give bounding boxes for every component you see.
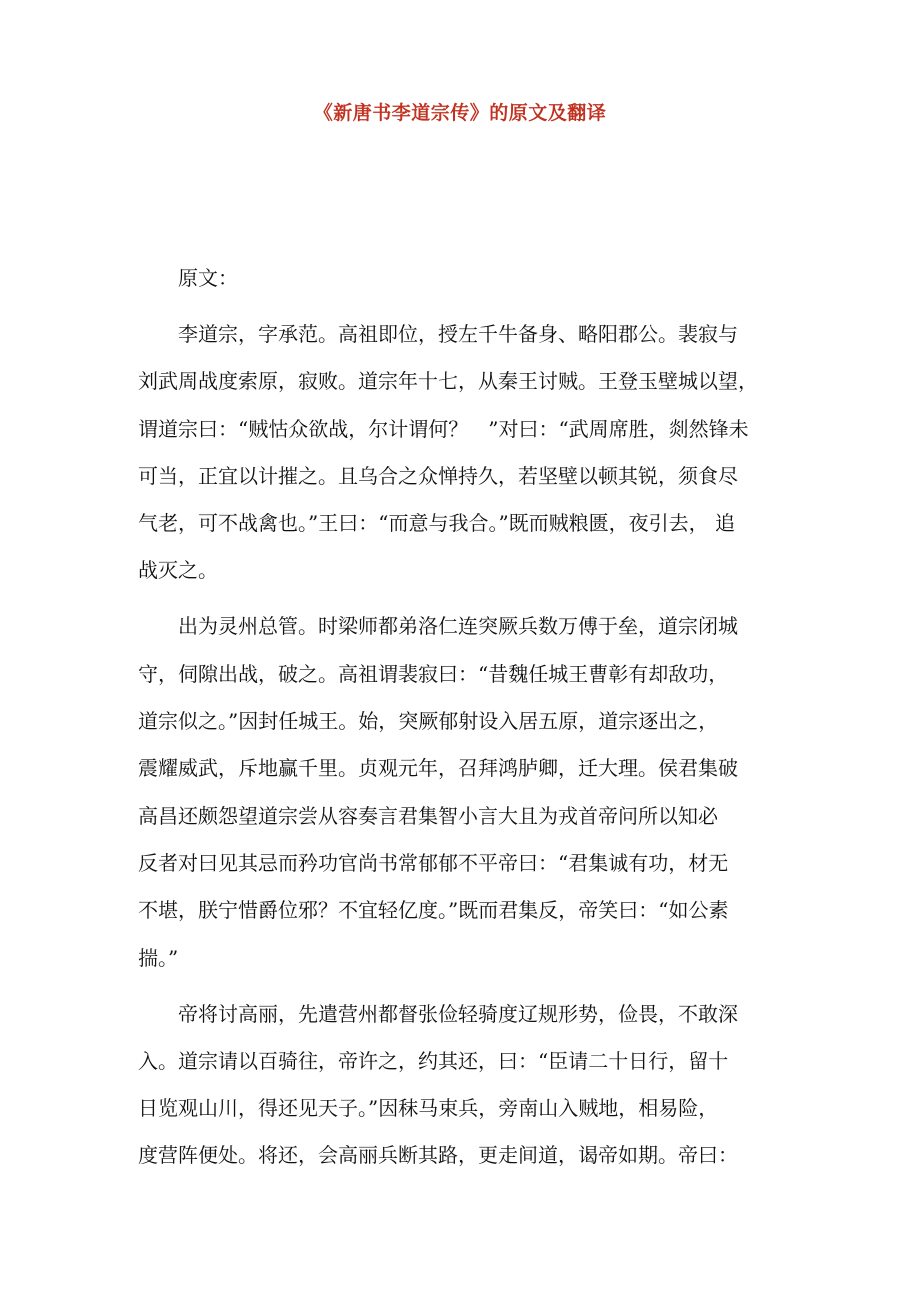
text-line: 守，伺隙出战，破之。高祖谓裴寂曰：“昔魏任城王曹彰有却敌功，: [138, 661, 729, 686]
text-line: 可当，正宜以计摧之。且乌合之众惮持久，若坚壁以顿其锐，须食尽: [138, 463, 738, 488]
text-line: 高昌还颇怨望道宗尝从容奏言君集智小言大且为戎首帝问所以知必: [138, 803, 718, 828]
document-body: [138, 264, 798, 1189]
text-line: 谓道宗曰：“贼怙众欲战，尔计谓何？ ”对曰：“武周席胜，剡然锋未: [138, 416, 749, 441]
text-line: 度营阵便处。将还，会高丽兵断其路，更走间道，谒帝如期。帝曰：: [138, 1143, 738, 1168]
text-line: 日览观山川，得还见天子。”因秣马束兵，旁南山入贼地，相易险，: [138, 1096, 719, 1121]
text-line: 帝将讨高丽，先遣营州都督张俭轻骑度辽规形势，俭畏，不敢深: [178, 1001, 738, 1026]
text-line: 揣。”: [138, 945, 179, 970]
text-line: 反者对曰见其忌而矜功官尚书常郁郁不平帝曰：“君集诚有功，材无: [138, 850, 729, 875]
text-line: 不堪，朕宁惜爵位邪？不宜轻亿度。”既而君集反，帝笑曰：“如公素: [138, 898, 729, 923]
document-title: 《新唐书李道宗传》的原文及翻译: [313, 102, 607, 124]
paragraph: [138, 320, 798, 612]
text-line: 气老，可不战禽也。”王曰：“而意与我合。”既而贼粮匮，夜引去， 追: [138, 511, 736, 536]
paragraph: [138, 612, 798, 999]
text-line: 出为灵州总管。时梁师都弟洛仁连突厥兵数万傅于垒，道宗闭城: [178, 614, 738, 639]
text-line: 李道宗，字承范。高祖即位，授左千牛备身、略阳郡公。裴寂与: [178, 322, 738, 346]
text-line: 震耀威武，斥地赢千里。贞观元年，召拜鸿胪卿，迁大理。侯君集破: [138, 756, 738, 781]
text-line: 道宗似之。”因封任城王。始，突厥郁射设入居五原，道宗逐出之，: [138, 709, 719, 734]
text-line: 战灭之。: [138, 558, 218, 583]
text-line: 入。道宗请以百骑往，帝许之，约其还，曰：“臣请二十日行，留十: [138, 1048, 729, 1073]
paragraph: [138, 1000, 798, 1189]
text-line: 刘武周战度索原，寂败。道宗年十七，从秦王讨贼。王登玉壁城以望，: [138, 369, 758, 394]
section-label: 原文：: [178, 266, 238, 290]
